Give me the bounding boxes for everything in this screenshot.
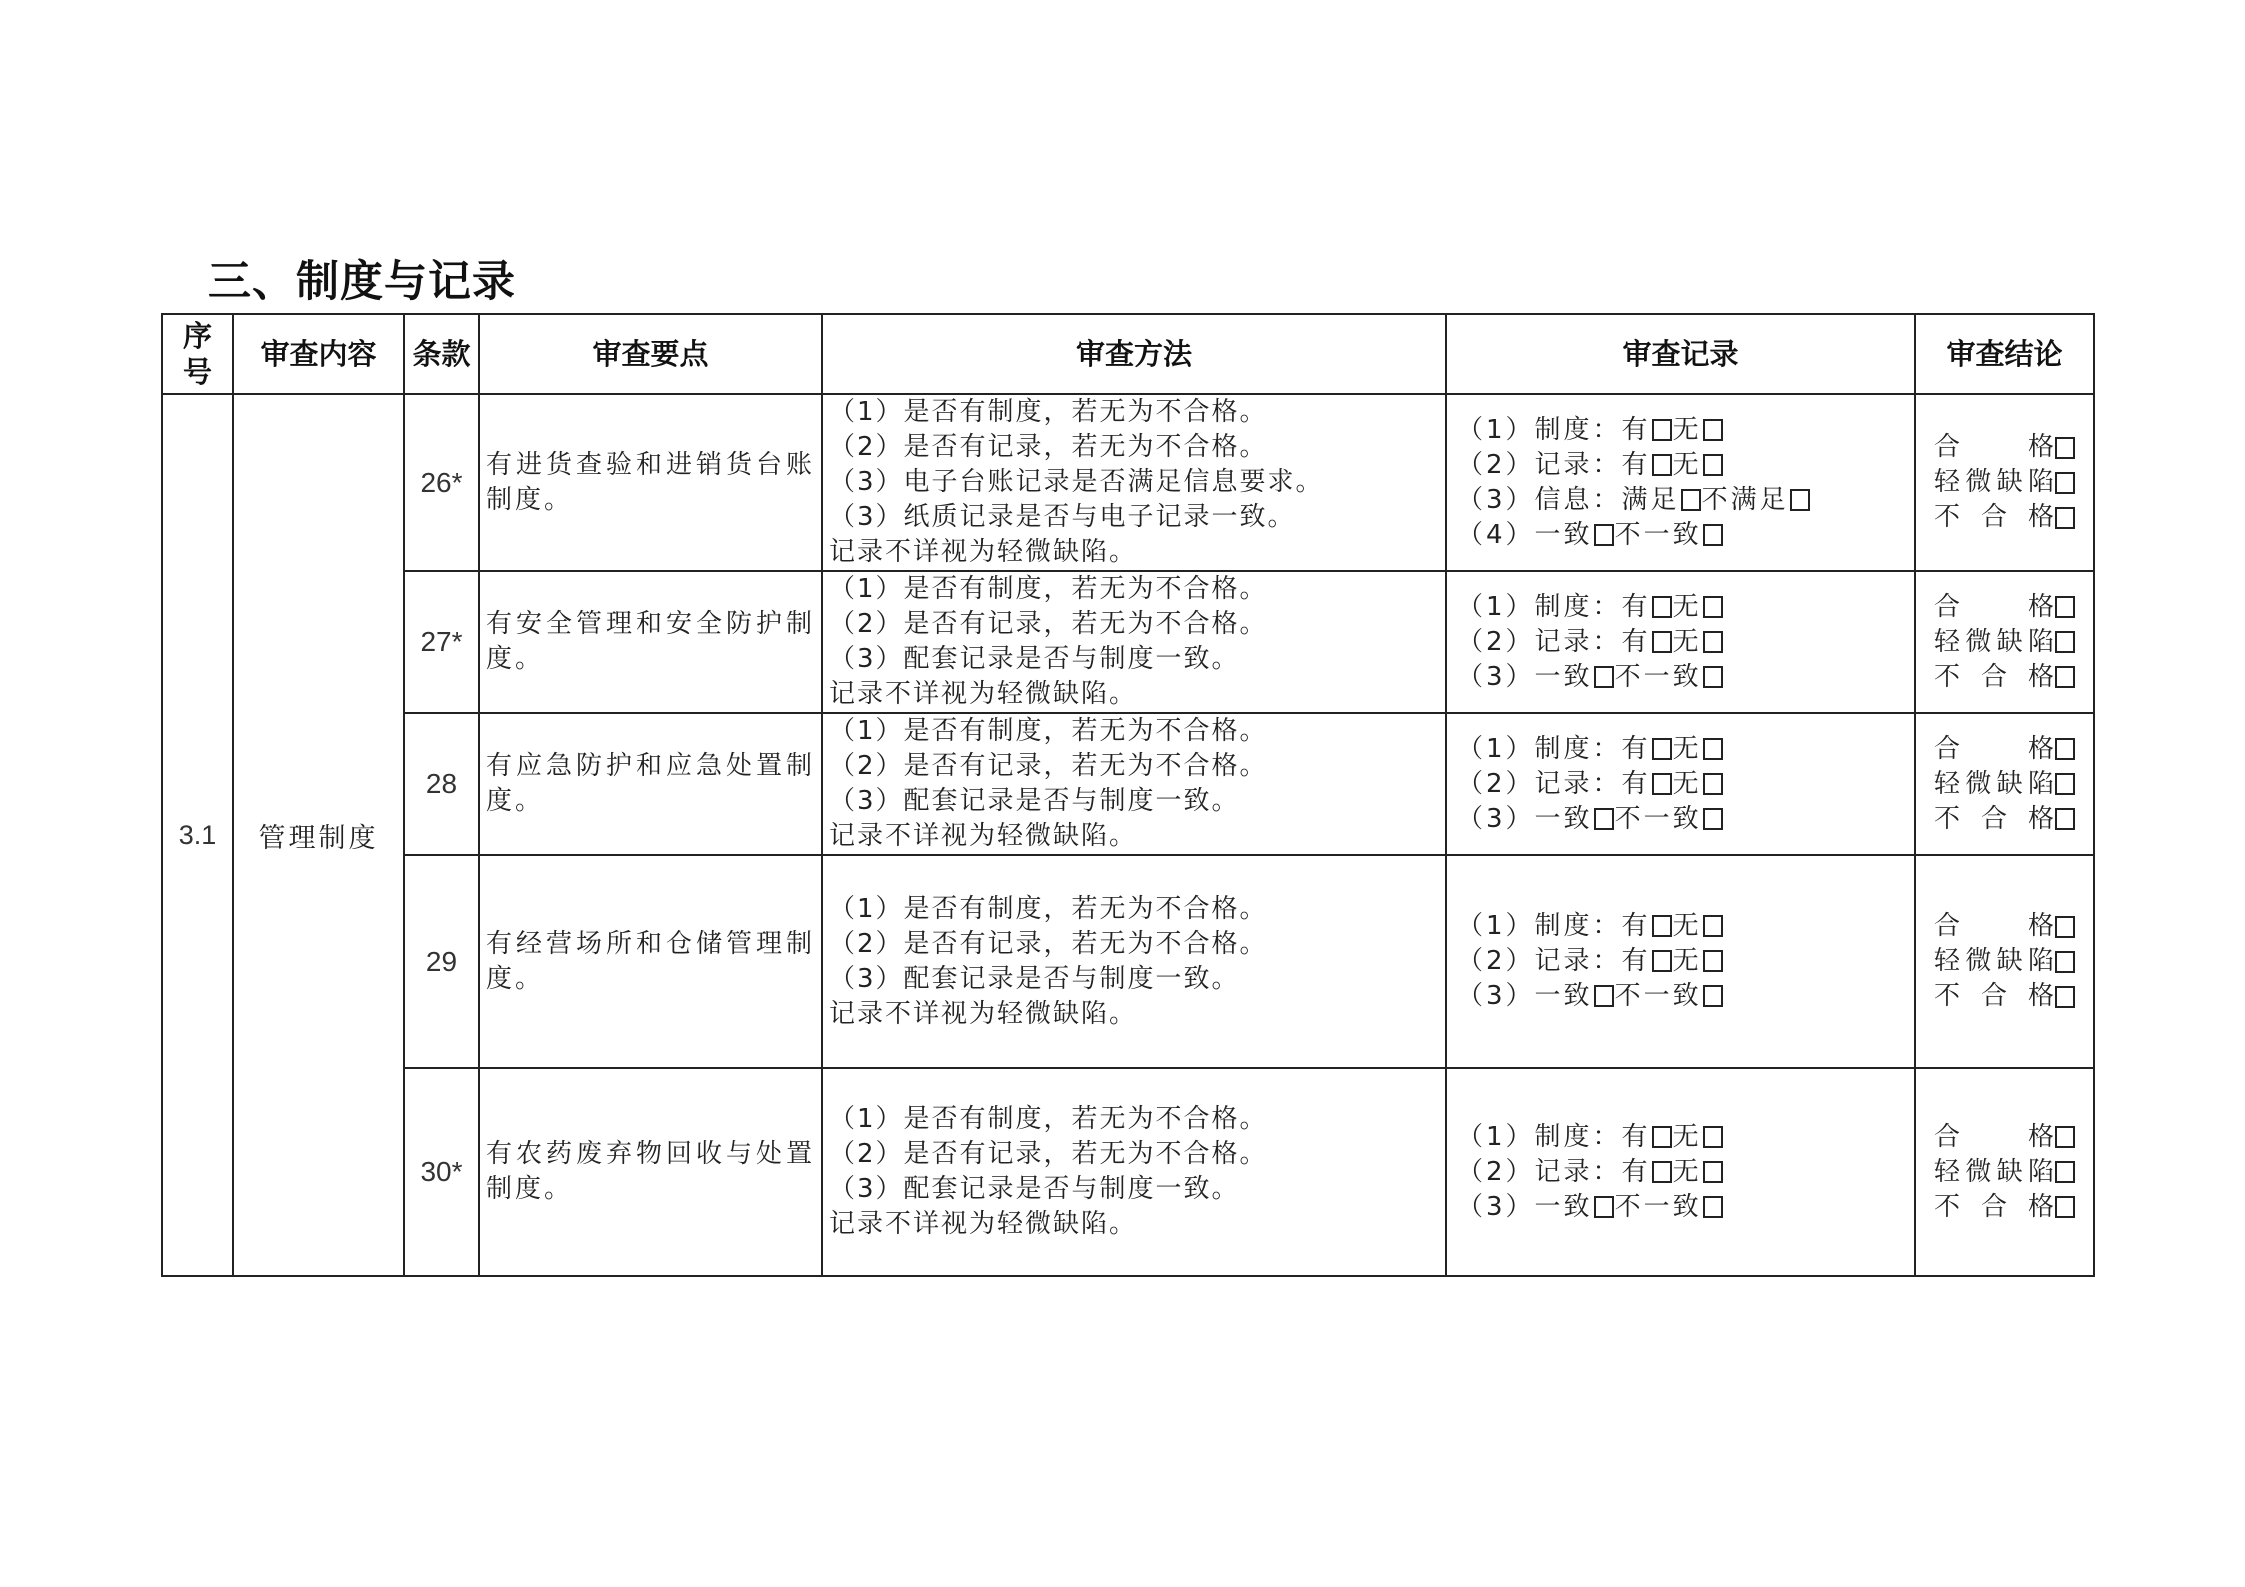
record-line xyxy=(1457,590,1914,625)
conclusion-char: 缺 xyxy=(1996,768,2023,799)
checkbox[interactable] xyxy=(2055,738,2075,760)
record-option-label: 无 xyxy=(1672,911,1702,941)
record-prefix: （3） xyxy=(1457,981,1535,1011)
checkbox[interactable] xyxy=(1652,915,1672,937)
checkbox[interactable] xyxy=(1703,950,1723,972)
checkbox[interactable] xyxy=(2055,808,2075,830)
method-line: 记录不详视为轻微缺陷。 xyxy=(829,1209,1138,1239)
record-option-label: 满足 xyxy=(1621,484,1680,515)
audit-table xyxy=(161,313,2095,1277)
conclusion-option xyxy=(1934,1120,2076,1155)
conclusion-char: 缺 xyxy=(1996,1156,2023,1187)
conclusion-char: 缺 xyxy=(1996,467,2023,497)
record-option-label: 无 xyxy=(1672,414,1702,445)
checkbox[interactable] xyxy=(1652,454,1672,476)
method-line: （3）配套记录是否与制度一致。 xyxy=(829,786,1240,816)
conclusion-char: 陷 xyxy=(2027,768,2054,799)
conclusion-char: 合 xyxy=(1980,1191,2007,1222)
conclusion-char: 轻 xyxy=(1934,626,1961,657)
conclusion-option xyxy=(1934,1190,2076,1225)
method-line: （1）是否有制度，若无为不合格。 xyxy=(829,893,1268,924)
record-option-label: 有 xyxy=(1621,449,1651,480)
conclusion-option xyxy=(1934,625,2076,660)
conclusion-label xyxy=(1934,1120,2054,1155)
audit-point: 有应急防护和应急处置制度。 xyxy=(479,713,822,855)
checkbox[interactable] xyxy=(2055,631,2075,653)
record-option-label: 有 xyxy=(1621,591,1651,622)
checkbox[interactable] xyxy=(2055,773,2075,795)
record-option-label: 无 xyxy=(1672,591,1702,622)
record-option-label: 一致 xyxy=(1534,661,1593,692)
method-line: （3）配套记录是否与制度一致。 xyxy=(829,644,1240,674)
conclusion-label xyxy=(1934,590,2054,625)
conclusion-char: 合 xyxy=(1980,502,2007,532)
audit-record xyxy=(1446,855,1915,1068)
conclusion-label xyxy=(1934,767,2054,802)
audit-point: 有农药废弃物回收与处置制度。 xyxy=(479,1068,822,1276)
method-line: （3）配套记录是否与制度一致。 xyxy=(829,1174,1240,1204)
record-line xyxy=(1457,979,1914,1014)
checkbox[interactable] xyxy=(2055,986,2075,1008)
audit-record xyxy=(1446,713,1915,855)
table-row xyxy=(162,394,2094,571)
checkbox[interactable] xyxy=(1652,738,1672,760)
method-line: （2）是否有记录，若无为不合格。 xyxy=(829,1139,1268,1169)
conclusion-label xyxy=(1934,979,2054,1014)
record-line xyxy=(1457,1155,1914,1190)
checkbox[interactable] xyxy=(1652,631,1672,653)
conclusion-option xyxy=(1934,944,2076,979)
record-line xyxy=(1457,625,1914,660)
checkbox[interactable] xyxy=(2055,437,2075,459)
checkbox[interactable] xyxy=(2055,507,2075,529)
conclusion-char: 格 xyxy=(2027,591,2054,622)
record-option-label: 有 xyxy=(1621,733,1651,764)
checkbox[interactable] xyxy=(2055,472,2075,494)
checkbox[interactable] xyxy=(1652,419,1672,441)
record-option-label: 不一致 xyxy=(1614,1191,1702,1222)
audit-record xyxy=(1446,1068,1915,1276)
conclusion-char: 不 xyxy=(1934,502,1961,532)
method-line: （3）配套记录是否与制度一致。 xyxy=(829,963,1240,994)
method-line: （1）是否有制度，若无为不合格。 xyxy=(829,397,1268,427)
checkbox[interactable] xyxy=(1703,808,1723,830)
conclusion-char: 不 xyxy=(1934,1191,1961,1222)
conclusion-label xyxy=(1934,625,2054,660)
record-prefix: （1）制度： xyxy=(1457,733,1622,764)
record-prefix: （2）记录： xyxy=(1457,946,1622,976)
group-seq: 3.1 xyxy=(162,394,233,1276)
record-option-label: 有 xyxy=(1621,911,1651,941)
record-option-label: 有 xyxy=(1621,1121,1651,1152)
conclusion-char: 不 xyxy=(1934,661,1961,692)
method-line: （2）是否有记录，若无为不合格。 xyxy=(829,928,1268,959)
record-prefix: （2）记录： xyxy=(1457,626,1622,657)
conclusion-label xyxy=(1934,430,2054,465)
checkbox[interactable] xyxy=(2055,666,2075,688)
conclusion-char: 合 xyxy=(1934,432,1961,462)
record-option-label: 无 xyxy=(1672,449,1702,480)
record-option-label: 不一致 xyxy=(1614,519,1702,550)
clause-number: 30* xyxy=(404,1068,479,1276)
record-prefix: （2）记录： xyxy=(1457,1156,1622,1187)
record-option-label: 无 xyxy=(1672,1156,1702,1187)
header-clause: 条款 xyxy=(404,314,479,394)
record-prefix: （1）制度： xyxy=(1457,911,1622,941)
record-prefix: （1）制度： xyxy=(1457,1121,1622,1152)
conclusion-label xyxy=(1934,802,2054,837)
record-line xyxy=(1457,448,1914,483)
record-option-label: 无 xyxy=(1672,733,1702,764)
checkbox[interactable] xyxy=(2055,1161,2075,1183)
record-line xyxy=(1457,1190,1914,1225)
record-line xyxy=(1457,518,1914,553)
record-option-label: 不满足 xyxy=(1701,484,1789,515)
conclusion-char: 不 xyxy=(1934,803,1961,834)
checkbox[interactable] xyxy=(1703,773,1723,795)
record-line xyxy=(1457,483,1914,518)
method-line: （3）电子台账记录是否满足信息要求。 xyxy=(829,467,1324,497)
conclusion-char: 陷 xyxy=(2027,467,2054,497)
audit-record xyxy=(1446,571,1915,713)
conclusion-option xyxy=(1934,660,2076,695)
conclusion-char: 轻 xyxy=(1934,1156,1961,1187)
checkbox[interactable] xyxy=(1790,489,1810,511)
method-line: （1）是否有制度，若无为不合格。 xyxy=(829,574,1268,604)
method-line: （3）纸质记录是否与电子记录一致。 xyxy=(829,502,1296,532)
conclusion-char: 格 xyxy=(2027,1191,2054,1222)
conclusion-char: 格 xyxy=(2027,911,2054,941)
conclusion-option xyxy=(1934,767,2076,802)
record-option-label: 有 xyxy=(1621,768,1651,799)
checkbox[interactable] xyxy=(2055,1196,2075,1218)
conclusion-option xyxy=(1934,732,2076,767)
audit-method xyxy=(822,855,1446,1068)
audit-method xyxy=(822,713,1446,855)
section-title: 三、制度与记录 xyxy=(208,257,516,307)
checkbox[interactable] xyxy=(1703,419,1723,441)
conclusion-option xyxy=(1934,590,2076,625)
conclusion-char: 格 xyxy=(2027,733,2054,764)
conclusion-char: 微 xyxy=(1965,946,1992,976)
audit-method xyxy=(822,394,1446,571)
record-option-label: 一致 xyxy=(1534,803,1593,834)
conclusion-char: 微 xyxy=(1965,467,1992,497)
method-line: （2）是否有记录，若无为不合格。 xyxy=(829,609,1268,639)
method-line: （2）是否有记录，若无为不合格。 xyxy=(829,432,1268,462)
conclusion-option xyxy=(1934,909,2076,944)
record-option-label: 一致 xyxy=(1534,981,1593,1011)
conclusion-char: 缺 xyxy=(1996,946,2023,976)
record-line xyxy=(1457,660,1914,695)
table-row xyxy=(162,571,2094,713)
record-prefix: （3）信息： xyxy=(1457,484,1622,515)
clause-number: 29 xyxy=(404,855,479,1068)
record-prefix: （2）记录： xyxy=(1457,449,1622,480)
conclusion-char: 微 xyxy=(1965,768,1992,799)
record-option-label: 无 xyxy=(1672,626,1702,657)
checkbox[interactable] xyxy=(1703,915,1723,937)
conclusion-char: 轻 xyxy=(1934,946,1961,976)
checkbox[interactable] xyxy=(1594,985,1614,1007)
conclusion-label xyxy=(1934,465,2054,500)
audit-record xyxy=(1446,394,1915,571)
conclusion-char: 合 xyxy=(1934,911,1961,941)
method-line: 记录不详视为轻微缺陷。 xyxy=(829,537,1138,567)
table-row xyxy=(162,713,2094,855)
conclusion-char: 合 xyxy=(1980,803,2007,834)
record-option-label: 无 xyxy=(1672,946,1702,976)
header-points: 审查要点 xyxy=(479,314,822,394)
conclusion-label xyxy=(1934,660,2054,695)
record-line xyxy=(1457,767,1914,802)
record-option-label: 不一致 xyxy=(1614,981,1702,1011)
conclusion-label xyxy=(1934,500,2054,535)
checkbox[interactable] xyxy=(2055,951,2075,973)
header-content: 审查内容 xyxy=(233,314,404,394)
record-prefix: （4） xyxy=(1457,519,1535,550)
record-line xyxy=(1457,1120,1914,1155)
checkbox[interactable] xyxy=(1703,454,1723,476)
checkbox[interactable] xyxy=(1652,596,1672,618)
conclusion-char: 合 xyxy=(1980,981,2007,1011)
audit-conclusion xyxy=(1915,394,2094,571)
audit-conclusion xyxy=(1915,855,2094,1068)
record-option-label: 有 xyxy=(1621,414,1651,445)
record-option-label: 有 xyxy=(1621,1156,1651,1187)
clause-number: 27* xyxy=(404,571,479,713)
method-line: （1）是否有制度，若无为不合格。 xyxy=(829,716,1268,746)
method-line: （1）是否有制度，若无为不合格。 xyxy=(829,1104,1268,1134)
conclusion-char: 合 xyxy=(1934,591,1961,622)
conclusion-char: 格 xyxy=(2027,661,2054,692)
conclusion-char: 合 xyxy=(1934,1121,1961,1152)
conclusion-char: 格 xyxy=(2027,502,2054,532)
header-row xyxy=(162,314,2094,394)
checkbox[interactable] xyxy=(1703,666,1723,688)
record-prefix: （3） xyxy=(1457,1191,1535,1222)
header-seq-line-2: 号 xyxy=(182,355,212,389)
record-option-label: 不一致 xyxy=(1614,661,1702,692)
conclusion-char: 格 xyxy=(2027,981,2054,1011)
checkbox[interactable] xyxy=(1594,1196,1614,1218)
checkbox[interactable] xyxy=(1652,773,1672,795)
audit-point: 有安全管理和安全防护制度。 xyxy=(479,571,822,713)
checkbox[interactable] xyxy=(1652,1126,1672,1148)
conclusion-option xyxy=(1934,500,2076,535)
checkbox[interactable] xyxy=(1703,1196,1723,1218)
conclusion-option xyxy=(1934,1155,2076,1190)
conclusion-option xyxy=(1934,802,2076,837)
method-line: 记录不详视为轻微缺陷。 xyxy=(829,998,1138,1029)
checkbox[interactable] xyxy=(2055,916,2075,938)
record-option-label: 无 xyxy=(1672,1121,1702,1152)
record-option-label: 有 xyxy=(1621,626,1651,657)
checkbox[interactable] xyxy=(1703,985,1723,1007)
audit-conclusion xyxy=(1915,1068,2094,1276)
conclusion-option xyxy=(1934,979,2076,1014)
method-line: 记录不详视为轻微缺陷。 xyxy=(829,679,1138,709)
checkbox[interactable] xyxy=(1681,489,1701,511)
conclusion-char: 合 xyxy=(1980,661,2007,692)
header-record: 审查记录 xyxy=(1446,314,1915,394)
checkbox[interactable] xyxy=(1703,524,1723,546)
conclusion-label xyxy=(1934,732,2054,767)
checkbox[interactable] xyxy=(1703,1161,1723,1183)
conclusion-char: 陷 xyxy=(2027,626,2054,657)
conclusion-char: 微 xyxy=(1965,1156,1992,1187)
audit-method xyxy=(822,1068,1446,1276)
checkbox[interactable] xyxy=(1594,666,1614,688)
header-method: 审查方法 xyxy=(822,314,1446,394)
audit-point: 有进货查验和进销货台账制度。 xyxy=(479,394,822,571)
audit-table-body xyxy=(162,394,2094,1276)
clause-number: 28 xyxy=(404,713,479,855)
conclusion-char: 格 xyxy=(2027,432,2054,462)
method-line: 记录不详视为轻微缺陷。 xyxy=(829,821,1138,851)
record-option-label: 不一致 xyxy=(1614,803,1702,834)
record-option-label: 一致 xyxy=(1534,1191,1593,1222)
record-line xyxy=(1457,944,1914,979)
checkbox[interactable] xyxy=(1703,596,1723,618)
group-content: 管理制度 xyxy=(233,394,404,1276)
checkbox[interactable] xyxy=(1594,808,1614,830)
conclusion-char: 陷 xyxy=(2027,946,2054,976)
audit-method xyxy=(822,571,1446,713)
conclusion-char: 不 xyxy=(1934,981,1961,1011)
checkbox[interactable] xyxy=(1703,631,1723,653)
header-conclusion: 审查结论 xyxy=(1915,314,2094,394)
conclusion-char: 格 xyxy=(2027,803,2054,834)
record-prefix: （3） xyxy=(1457,661,1535,692)
checkbox[interactable] xyxy=(1652,1161,1672,1183)
audit-point: 有经营场所和仓储管理制度。 xyxy=(479,855,822,1068)
method-line: （2）是否有记录，若无为不合格。 xyxy=(829,751,1268,781)
record-line xyxy=(1457,802,1914,837)
conclusion-char: 格 xyxy=(2027,1121,2054,1152)
checkbox[interactable] xyxy=(1703,1126,1723,1148)
conclusion-option xyxy=(1934,430,2076,465)
record-line xyxy=(1457,732,1914,767)
header-seq xyxy=(162,314,233,394)
conclusion-char: 微 xyxy=(1965,626,1992,657)
table-row xyxy=(162,1068,2094,1276)
conclusion-char: 轻 xyxy=(1934,768,1961,799)
conclusion-label xyxy=(1934,1155,2054,1190)
record-prefix: （1）制度： xyxy=(1457,591,1622,622)
conclusion-char: 陷 xyxy=(2027,1156,2054,1187)
table-row xyxy=(162,855,2094,1068)
clause-number: 26* xyxy=(404,394,479,571)
record-prefix: （1）制度： xyxy=(1457,414,1622,445)
record-line xyxy=(1457,909,1914,944)
conclusion-label xyxy=(1934,909,2054,944)
checkbox[interactable] xyxy=(1652,950,1672,972)
conclusion-label xyxy=(1934,1190,2054,1225)
record-option-label: 有 xyxy=(1621,946,1651,976)
audit-conclusion xyxy=(1915,713,2094,855)
conclusion-label xyxy=(1934,944,2054,979)
checkbox[interactable] xyxy=(2055,1126,2075,1148)
record-prefix: （3） xyxy=(1457,803,1535,834)
checkbox[interactable] xyxy=(1703,738,1723,760)
record-line xyxy=(1457,413,1914,448)
conclusion-char: 缺 xyxy=(1996,626,2023,657)
checkbox[interactable] xyxy=(1594,524,1614,546)
record-option-label: 一致 xyxy=(1534,519,1593,550)
record-prefix: （2）记录： xyxy=(1457,768,1622,799)
conclusion-char: 合 xyxy=(1934,733,1961,764)
record-option-label: 无 xyxy=(1672,768,1702,799)
conclusion-char: 轻 xyxy=(1934,467,1961,497)
audit-conclusion xyxy=(1915,571,2094,713)
checkbox[interactable] xyxy=(2055,596,2075,618)
conclusion-option xyxy=(1934,465,2076,500)
header-seq-line-1: 序 xyxy=(182,319,212,353)
